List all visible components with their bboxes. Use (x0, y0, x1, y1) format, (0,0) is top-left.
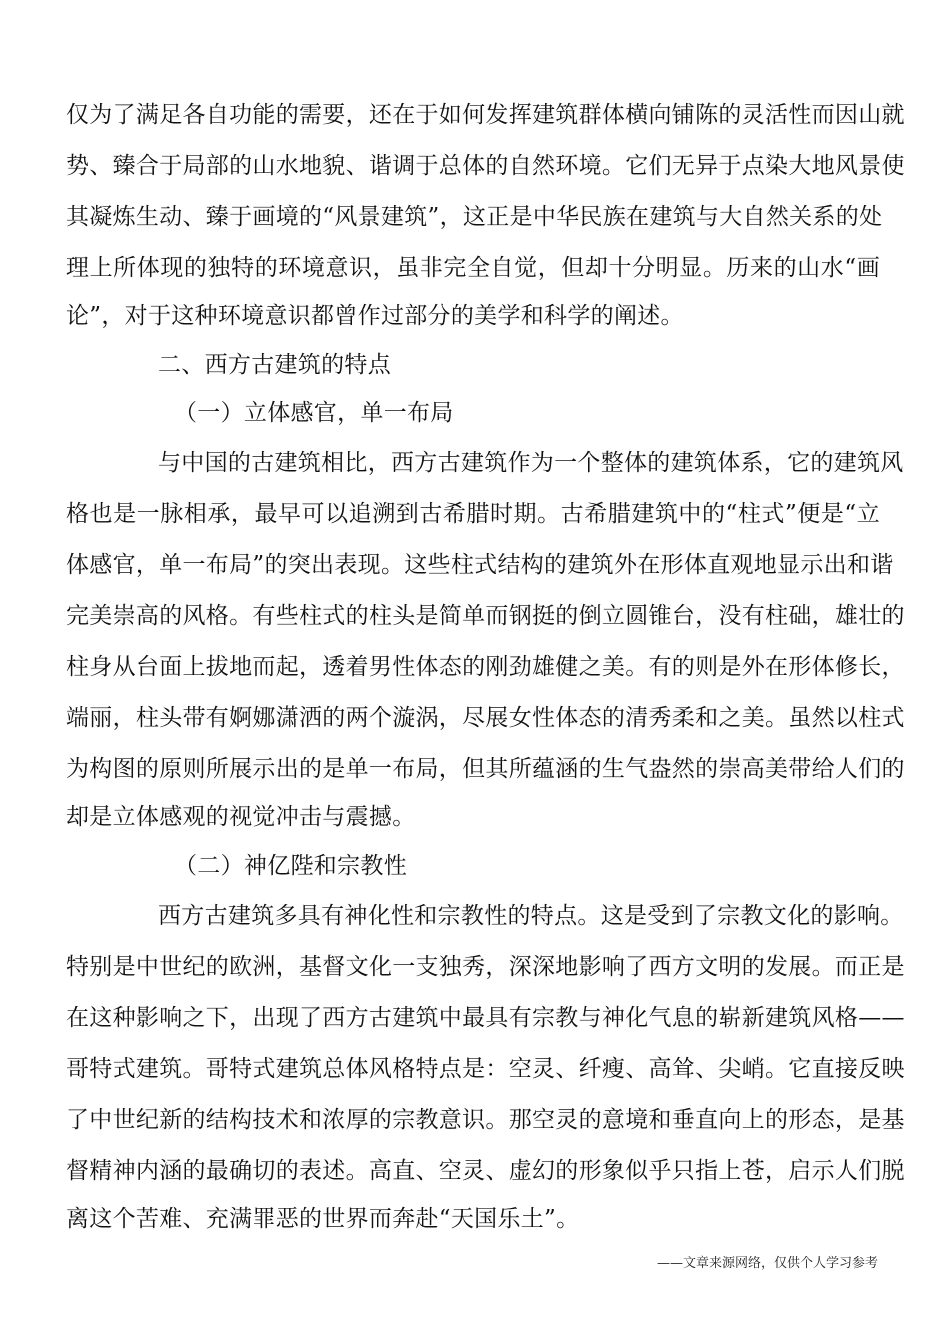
para2-line-3: 在这种影响之下，出现了西方古建筑中最具有宗教与神化气息的崭新建筑风格—— (66, 1005, 905, 1031)
para1-line-8: 却是立体感观的视觉冲击与震撼。 (66, 804, 416, 830)
intro-line-5: 论”，对于这种环境意识都曾作过部分的美学和科学的阐述。 (66, 303, 684, 329)
para2-line-1: 西方古建筑多具有神化性和宗教性的特点。这是受到了宗教文化的影响。 (158, 903, 904, 929)
para1-line-1: 与中国的古建筑相比，西方古建筑作为一个整体的建筑体系，它的建筑风 (158, 450, 904, 476)
para1-line-7: 为构图的原则所展示出的是单一布局，但其所蕴涵的生气盎然的崇高美带给人们的 (66, 756, 905, 782)
section-heading: 二、西方古建筑的特点 (158, 352, 391, 378)
para2-line-7: 离这个苦难、充满罪恶的世界而奔赴“天国乐土”。 (66, 1206, 580, 1232)
subheading-2: （二）神亿陛和宗教性 (174, 853, 407, 879)
para2-line-5: 了中世纪新的结构技术和浓厚的宗教意识。那空灵的意境和垂直向上的形态，是基 (66, 1107, 905, 1133)
para1-line-6: 端丽，柱头带有婀娜潇洒的两个漩涡，尽展女性体态的清秀柔和之美。虽然以柱式 (66, 705, 905, 731)
para2-line-2: 特别是中世纪的欧洲，基督文化一支独秀，深深地影响了西方文明的发展。而正是 (66, 954, 905, 980)
intro-line-4: 理上所体现的独特的环境意识，虽非完全自觉，但却十分明显。历来的山水“画 (66, 255, 880, 281)
source-footnote: ——文章来源网络，仅供个人学习参考 (656, 1256, 878, 1271)
para2-line-6: 督精神内涵的最确切的表述。高直、空灵、虚幻的形象似乎只指上苍，启示人们脱 (66, 1158, 905, 1184)
para2-line-4: 哥特式建筑。哥特式建筑总体风格特点是：空灵、纤瘦、高耸、尖峭。它直接反映 (66, 1056, 905, 1082)
intro-line-3: 其凝炼生动、臻于画境的“风景建筑”，这正是中华民族在建筑与大自然关系的处 (66, 204, 883, 230)
subheading-1: （一）立体感官，单一布局 (174, 400, 454, 426)
intro-line-1: 仅为了满足各自功能的需要，还在于如何发挥建筑群体横向铺陈的灵活性而因山就 (66, 102, 905, 128)
para1-line-2: 格也是一脉相承，最早可以追溯到古希腊时期。古希腊建筑中的“柱式”便是“立 (66, 501, 880, 527)
para1-line-5: 柱身从台面上拔地而起，透着男性体态的刚劲雄健之美。有的则是外在形体修长， (66, 654, 905, 680)
para1-line-4: 完美崇高的风格。有些柱式的柱头是简单而钢挺的倒立圆锥台，没有柱础，雄壮的 (66, 603, 905, 629)
intro-line-2: 势、臻合于局部的山水地貌、谐调于总体的自然环境。它们无异于点染大地风景使 (66, 153, 905, 179)
para1-line-3: 体感官，单一布局”的突出表现。这些柱式结构的建筑外在形体直观地显示出和谐 (66, 552, 894, 578)
